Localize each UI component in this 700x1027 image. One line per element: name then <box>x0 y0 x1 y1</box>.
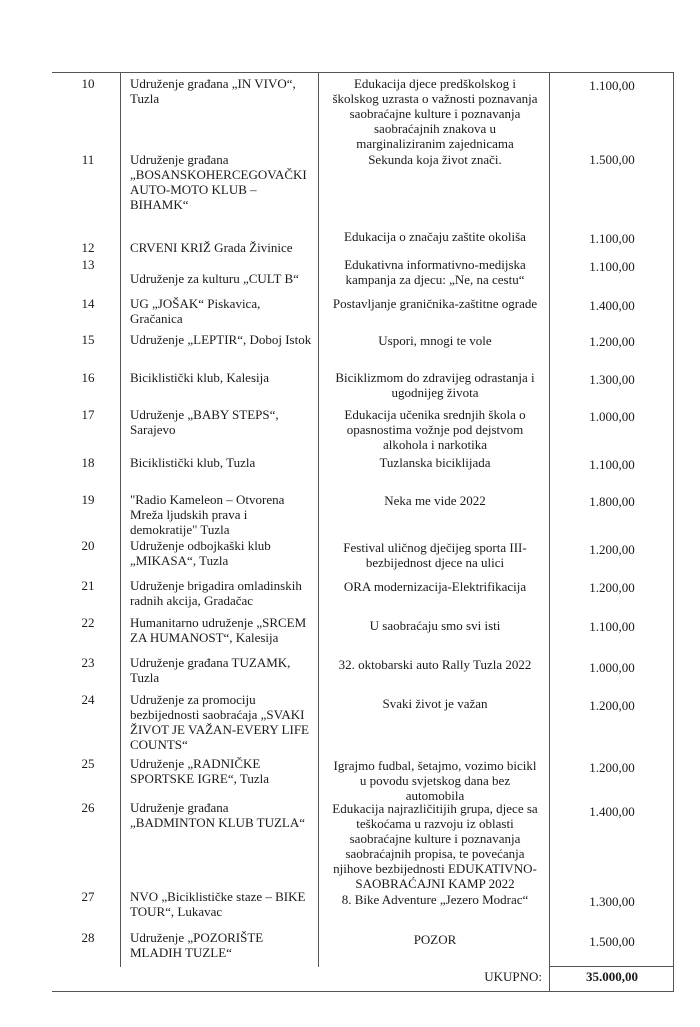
amount-value: 1.500,00 <box>589 152 635 167</box>
column-divider-4 <box>673 72 674 991</box>
organization-name-line: demokratije" Tuzla <box>130 522 230 537</box>
row-number: 15 <box>81 332 95 347</box>
project-title-line: saobraćajne kulture i poznavanja <box>349 831 521 846</box>
row-number: 28 <box>81 930 95 945</box>
project-title-line: Svaki život je važan <box>382 696 488 711</box>
amount-value: 1.000,00 <box>589 409 635 424</box>
project-title-line: Edukativna informativno-medijska <box>344 257 526 272</box>
project-title-line: marginaliziranim zajednicama <box>356 136 514 151</box>
amount-value: 1.000,00 <box>589 660 635 675</box>
amount-value: 1.500,00 <box>589 934 635 949</box>
project-title-line: POZOR <box>413 932 457 947</box>
organization-name-line: Udruženje za promociju <box>130 692 256 707</box>
project-title <box>322 801 548 891</box>
project-title-line: Edukacija o značaju zaštite okoliša <box>344 229 526 244</box>
project-title-line: njihove bezbijednosti EDUKATIVNO- <box>333 861 537 876</box>
project-title-line: Edukacija djece predškolskog i <box>353 76 517 91</box>
project-title <box>322 333 548 348</box>
project-title-line: u povodu svjetskog dana bez <box>359 773 511 788</box>
organization-name-line: Udruženje građana <box>130 800 229 815</box>
organization-name <box>130 615 318 645</box>
row-number: 20 <box>81 538 95 553</box>
organization-name <box>130 930 318 960</box>
organization-name-line: Udruženje „RADNIČKE <box>130 756 261 771</box>
project-title <box>322 579 548 594</box>
organization-name <box>130 578 318 608</box>
total-row-border <box>549 966 673 967</box>
organization-name <box>130 76 318 106</box>
amount-value: 1.100,00 <box>589 231 635 246</box>
organization-name-line: Mreža ljudskih prava i <box>130 507 248 522</box>
project-title <box>322 257 548 287</box>
project-title <box>322 696 548 711</box>
total-value: 35.000,00 <box>586 969 638 984</box>
organization-name-line: Biciklistički klub, Kalesija <box>130 370 270 385</box>
organization-name-line: SPORTSKE IGRE“, Tuzla <box>130 771 269 786</box>
project-title <box>322 657 548 672</box>
organization-name <box>130 407 318 437</box>
amount-value: 1.200,00 <box>589 334 635 349</box>
project-title-line: saobraćajnih znakova u <box>373 121 496 136</box>
project-title <box>322 229 548 244</box>
project-title <box>322 455 548 470</box>
organization-name-line: Udruženje „LEPTIR“, Doboj Istok <box>130 332 312 347</box>
project-title <box>322 540 548 570</box>
organization-name-line: AUTO-MOTO KLUB – <box>130 182 257 197</box>
organization-name <box>130 296 318 326</box>
organization-name-line: Humanitarno udruženje „SRCEM <box>130 615 307 630</box>
organization-name-line: ZA HUMANOST“, Kalesija <box>130 630 279 645</box>
project-title-line: Edukacija učenika srednjih škola o <box>344 407 526 422</box>
organization-name <box>130 332 318 347</box>
organization-name-line: ŽIVOT JE VAŽAN-EVERY LIFE <box>130 722 309 737</box>
organization-name-line: „BOSANSKOHERCEGOVAČKI <box>130 167 307 182</box>
project-title-line: školskog uzrasta o važnosti poznavanja <box>332 91 538 106</box>
table-top-border <box>52 72 674 73</box>
project-title-line: SAOBRAĆAJNI KAMP 2022 <box>355 876 515 891</box>
project-title-line: Igrajmo fudbal, šetajmo, vozimo bicikl <box>333 758 537 773</box>
organization-name-line: Udruženje građana TUZAMK, <box>130 655 291 670</box>
amount-value: 1.200,00 <box>589 580 635 595</box>
project-title <box>322 407 548 452</box>
row-number: 10 <box>81 76 95 91</box>
project-title-line: Biciklizmom do zdravijeg odrastanja i <box>335 370 535 385</box>
column-divider-2 <box>318 72 319 967</box>
row-number: 25 <box>81 756 95 771</box>
project-title-line: teškoćama u razvoju iz oblasti <box>356 816 514 831</box>
organization-name <box>130 655 318 685</box>
amount-value: 1.300,00 <box>589 894 635 909</box>
project-title-line: ORA modernizacija-Elektrifikacija <box>343 579 527 594</box>
amount-value: 1.100,00 <box>589 619 635 634</box>
project-title-line: Postavljanje graničnika-zaštitne ograde <box>332 296 538 311</box>
project-title-line: opasnostima vožnje pod dejstvom <box>346 422 524 437</box>
organization-name-line: Udruženje za kulturu „CULT B“ <box>130 271 299 286</box>
organization-name-line: Sarajevo <box>130 422 176 437</box>
organization-name-line: bezbijednosti saobraćaja „SVAKI <box>130 707 305 722</box>
project-title <box>322 493 548 508</box>
amount-value: 1.400,00 <box>589 804 635 819</box>
total-label: UKUPNO: <box>484 969 542 984</box>
project-title <box>322 932 548 947</box>
amount-value: 1.200,00 <box>589 698 635 713</box>
row-number: 17 <box>81 407 95 422</box>
amount-value: 1.100,00 <box>589 457 635 472</box>
project-title-line: saobraćajnih propisa, te povećanja <box>345 846 525 861</box>
organization-name-line: Tuzla <box>130 670 160 685</box>
amount-value: 1.400,00 <box>589 298 635 313</box>
organization-name <box>130 152 318 212</box>
organization-name-line: „MIKASA“, Tuzla <box>130 553 229 568</box>
organization-name-line: NVO „Biciklističke staze – BIKE <box>130 889 306 904</box>
project-title <box>322 296 548 311</box>
organization-name-line: Gračanica <box>130 311 183 326</box>
organization-name-line: Udruženje građana <box>130 152 229 167</box>
amount-value: 1.200,00 <box>589 542 635 557</box>
organization-name <box>130 240 318 255</box>
row-number: 14 <box>81 296 95 311</box>
row-number: 12 <box>81 240 95 255</box>
row-number: 16 <box>81 370 95 385</box>
project-title <box>322 892 548 907</box>
project-title-line: Tuzlanska biciklijada <box>379 455 491 470</box>
row-number: 23 <box>81 655 95 670</box>
organization-name-line: COUNTS“ <box>130 737 188 752</box>
organization-name-line: Udruženje odbojkaški klub <box>130 538 271 553</box>
organization-name-line: UG „JOŠAK“ Piskavica, <box>130 296 261 311</box>
organization-name <box>130 692 318 752</box>
project-title-line: ugodnijeg života <box>391 385 479 400</box>
row-number: 21 <box>81 578 95 593</box>
column-divider-1 <box>120 72 121 967</box>
row-number: 13 <box>81 257 95 272</box>
project-title-line: Neka me vide 2022 <box>384 493 486 508</box>
amount-value: 1.800,00 <box>589 494 635 509</box>
organization-name <box>130 370 318 385</box>
row-number: 22 <box>81 615 95 630</box>
organization-name-line: Udruženje građana „IN VIVO“, <box>130 76 296 91</box>
row-number: 18 <box>81 455 95 470</box>
project-title-line: 8. Bike Adventure „Jezero Modrac“ <box>341 892 529 907</box>
project-title <box>322 758 548 803</box>
amount-value: 1.200,00 <box>589 760 635 775</box>
organization-name-line: Udruženje brigadira omladinskih <box>130 578 302 593</box>
organization-name-line: BIHAMK“ <box>130 197 189 212</box>
organization-name-line: TOUR“, Lukavac <box>130 904 223 919</box>
project-title-line: bezbijednost djece na ulici <box>365 555 505 570</box>
organization-name-line: Tuzla <box>130 91 160 106</box>
organization-name <box>130 271 318 286</box>
project-title-line: saobraćajne kulture i poznavanja <box>349 106 521 121</box>
column-divider-3 <box>549 72 550 991</box>
project-title-line: Uspori, mnogi te vole <box>378 333 492 348</box>
project-title <box>322 76 548 151</box>
organization-name-line: „BADMINTON KLUB TUZLA“ <box>130 815 305 830</box>
row-number: 27 <box>81 889 95 904</box>
row-number: 11 <box>81 152 95 167</box>
organization-name-line: Udruženje „POZORIŠTE <box>130 930 264 945</box>
organization-name <box>130 455 318 470</box>
organization-name-line: Biciklistički klub, Tuzla <box>130 455 256 470</box>
row-number: 26 <box>81 800 95 815</box>
project-title-line: Festival uličnog dječijeg sporta III- <box>343 540 527 555</box>
amount-value: 1.100,00 <box>589 78 635 93</box>
amount-value: 1.100,00 <box>589 259 635 274</box>
organization-name <box>130 492 318 537</box>
project-title-line: automobila <box>405 788 465 803</box>
row-number: 24 <box>81 692 95 707</box>
organization-name-line: CRVENI KRIŽ Grada Živinice <box>130 240 293 255</box>
project-title-line: alkohola i narkotika <box>383 437 487 452</box>
project-title-line: Edukacija najrazličitijih grupa, djece sa <box>332 801 538 816</box>
organization-name-line: Udruženje „BABY STEPS“, <box>130 407 279 422</box>
project-title <box>322 152 548 167</box>
organization-name-line: "Radio Kameleon – Otvorena <box>130 492 285 507</box>
table-bottom-border <box>52 991 674 992</box>
organization-name <box>130 800 318 830</box>
row-number: 19 <box>81 492 95 507</box>
project-title-line: Sekunda koja život znači. <box>368 152 502 167</box>
organization-name <box>130 756 318 786</box>
organization-name <box>130 538 318 568</box>
organization-name-line: radnih akcija, Gradačac <box>130 593 254 608</box>
project-title <box>322 370 548 400</box>
amount-value: 1.300,00 <box>589 372 635 387</box>
project-title-line: U saobraćaju smo svi isti <box>369 618 501 633</box>
organization-name-line: MLADIH TUZLE“ <box>130 945 232 960</box>
project-title <box>322 618 548 633</box>
project-title-line: kampanja za djecu: „Ne, na cestu“ <box>345 272 525 287</box>
project-title-line: 32. oktobarski auto Rally Tuzla 2022 <box>338 657 532 672</box>
organization-name <box>130 889 318 919</box>
